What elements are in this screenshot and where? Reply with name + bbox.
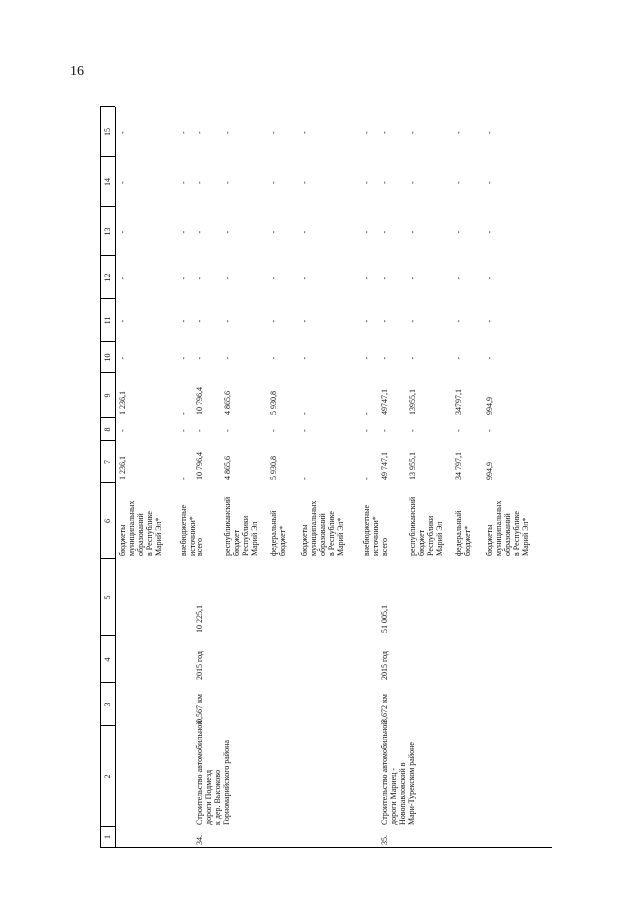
value-col-14: - [485,181,494,184]
construction-year: 2015 год [195,651,204,680]
value-col-8: - [223,429,232,432]
value-col-9: - [362,412,371,415]
header-col-11: 11 [103,316,112,325]
object-name-line: дороги Подмезд [204,769,213,825]
funding-source-line: бюджеты [300,524,309,556]
funding-source-line: Марий Эл [435,521,444,556]
funding-source-line: федеральный [269,510,278,556]
value-col-8: - [408,429,417,432]
value-col-14: - [300,181,309,184]
funding-source-line: Марий Эл [250,521,259,556]
value-col-10: - [454,356,463,360]
road-length: 0,567 км [195,694,204,723]
value-col-12: - [408,276,417,280]
value-col-14: - [195,181,204,184]
value-col-9: 994,9 [485,397,494,415]
funding-source-line: внебюджетные [179,505,188,556]
value-col-9: 34797,1 [454,389,463,415]
value-col-11: - [454,319,463,323]
value-col-12: - [454,276,463,280]
value-col-12: - [300,276,309,280]
funding-source-line: Республики [426,515,435,556]
funding-source-line: образований [136,513,145,556]
header-col-14: 14 [103,178,112,186]
value-col-12: - [223,276,232,280]
funding-source-line: всего [380,537,389,556]
funding-source-line: бюджеты [485,524,494,556]
value-col-9: - [179,412,188,415]
object-name-line: Мари-Турекском районе [407,742,416,825]
value-col-12: - [362,276,371,280]
value-col-9: 13955,1 [408,389,417,415]
value-col-7: 1 236,1 [118,456,127,480]
value-col-12: - [195,276,204,280]
page-number: 16 [70,64,84,79]
value-col-9: 5 930,8 [269,391,278,415]
value-col-13: - [118,230,127,234]
value-col-7: 49 747,1 [380,452,389,480]
value-col-11: - [362,319,371,323]
header-col-2: 2 [103,774,112,779]
value-col-7: 994,9 [485,462,494,480]
header-col-6: 6 [103,519,112,523]
value-col-11: - [179,319,188,323]
funding-source-line: Марий Эл* [336,517,345,556]
value-col-13: - [195,230,204,234]
value-col-7: 34 797,1 [454,452,463,480]
funding-source-line: бюджет [417,529,426,556]
value-col-9: 10 796,4 [195,387,204,415]
object-name-line: Новопавловский в [398,762,407,825]
object-name-line: Горномарийского района [222,740,231,825]
value-col-11: - [118,319,127,323]
value-col-15: - [179,131,188,134]
value-col-14: - [269,181,278,184]
value-col-8: - [269,429,278,432]
funding-source-line: бюджет* [463,525,472,556]
value-col-15: - [408,131,417,134]
header-col-8: 8 [103,427,112,432]
header-col-13: 13 [103,227,112,236]
value-col-12: - [380,276,389,280]
value-col-9: 1 236,1 [118,391,127,415]
financing-table [100,107,552,848]
value-col-15: - [269,131,278,134]
funding-source-line: муниципальных [309,500,318,556]
value-col-15: - [485,131,494,134]
value-col-11: - [408,319,417,323]
value-col-13: - [454,230,463,234]
header-col-7: 7 [103,460,112,464]
value-col-12: - [485,276,494,280]
value-col-8: - [380,429,389,432]
funding-source-line: в Республике [145,511,154,556]
funding-source-line: образований [318,513,327,556]
value-col-9: - [300,412,309,415]
value-col-8: - [485,429,494,432]
funding-source-line: Марий Эл* [154,517,163,556]
value-col-10: - [223,356,232,360]
value-col-11: - [269,319,278,323]
header-col-3: 3 [103,702,112,707]
funding-source-line: республиканский [223,496,232,556]
value-col-10: - [195,356,204,360]
value-col-13: - [485,230,494,234]
funding-source-line: бюджет [232,529,241,556]
funding-source-line: бюджет* [278,525,287,556]
value-col-15: - [454,131,463,134]
value-col-8: - [179,429,188,432]
funding-source-line: муниципальных [127,500,136,556]
value-col-11: - [223,319,232,323]
value-col-13: - [179,230,188,234]
row-number: 34. [195,835,204,845]
funding-source-line: источники* [371,516,380,556]
value-col-7: 13 955,1 [408,452,417,480]
funding-source-line: источники* [188,516,197,556]
funding-source-line: республиканский [408,496,417,556]
construction-year: 2015 год [380,651,389,680]
road-length: 3,672 км [380,694,389,723]
value-col-13: - [223,230,232,234]
value-col-12: - [269,276,278,280]
object-name-line: к дер. Высоково [213,770,222,825]
header-col-15: 15 [103,128,112,136]
value-col-11: - [195,319,204,323]
value-col-12: - [118,276,127,280]
value-col-11: - [300,319,309,323]
value-col-13: - [362,230,371,234]
funding-source-line: федеральный [454,510,463,556]
header-bottom-line [115,107,116,847]
value-col-12: - [179,276,188,280]
value-col-7: 4 865,6 [223,456,232,480]
funding-source-line: муниципальных [494,500,503,556]
estimated-cost: 51 005,1 [380,605,389,633]
header-col-1: 1 [103,835,112,839]
value-col-14: - [362,181,371,184]
row-number: 35. [380,835,389,845]
value-col-14: - [179,181,188,184]
value-col-11: - [485,319,494,323]
value-col-14: - [380,181,389,184]
value-col-14: - [223,181,232,184]
header-col-10: 10 [103,353,112,362]
value-col-10: - [118,356,127,360]
object-name-line: Строительство автомобильной [195,720,204,825]
value-col-9: 49747,1 [380,389,389,415]
value-col-13: - [408,230,417,234]
funding-source-line: в Республике [327,511,336,556]
funding-source-line: образований [503,513,512,556]
funding-source-line: внебюджетные [362,505,371,556]
value-col-15: - [195,131,204,134]
value-col-10: - [380,356,389,360]
value-col-10: - [485,356,494,360]
value-col-10: - [179,356,188,360]
value-col-10: - [362,356,371,360]
value-col-15: - [223,131,232,134]
value-col-15: - [380,131,389,134]
value-col-15: - [118,131,127,134]
value-col-13: - [269,230,278,234]
value-col-7: 10 796,4 [195,452,204,480]
value-col-10: - [300,356,309,360]
value-col-10: - [269,356,278,360]
funding-source-line: в Республике [512,511,521,556]
value-col-9: 4 865,6 [223,391,232,415]
value-col-13: - [380,230,389,234]
funding-source-line: Марий Эл* [521,517,530,556]
object-name-line: Строительство автомобильной [380,720,389,825]
estimated-cost: 10 225,1 [195,605,204,633]
value-col-8: - [454,429,463,432]
value-col-8: - [195,429,204,432]
value-col-10: - [408,356,417,360]
header-col-4: 4 [103,657,112,662]
value-col-14: - [118,181,127,184]
header-col-12: 12 [103,273,112,282]
header-col-9: 9 [103,393,112,398]
value-col-8: - [300,429,309,432]
funding-source-line: всего [195,537,204,556]
value-col-8: - [118,429,127,432]
value-col-8: - [362,429,371,432]
value-col-7: 5 930,8 [269,456,278,480]
value-col-7: - [300,477,309,480]
value-col-13: - [300,230,309,234]
value-col-15: - [300,131,309,134]
funding-source-line: бюджеты [118,524,127,556]
header-top-line [100,107,101,847]
funding-source-line: Республики [241,515,250,556]
header-col-5: 5 [103,595,112,600]
value-col-11: - [380,319,389,323]
value-col-14: - [408,181,417,184]
value-col-14: - [454,181,463,184]
value-col-7: - [362,477,371,480]
value-col-7: - [179,477,188,480]
object-name-line: дороги Мариец - [389,767,398,825]
value-col-15: - [362,131,371,134]
